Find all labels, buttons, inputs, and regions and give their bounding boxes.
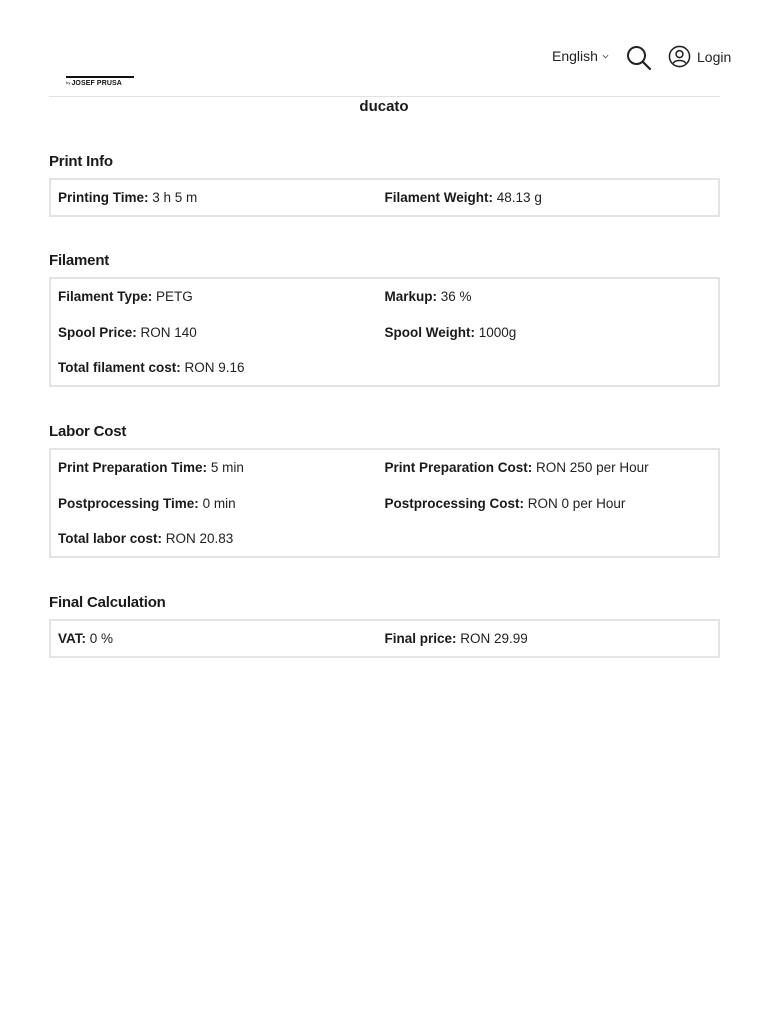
info-row [58,287,711,323]
section-final-calculation [49,594,720,658]
field-value: 3 h 5 m [152,190,198,205]
section-labor-cost [49,423,720,558]
info-field [58,531,391,546]
header-divider [49,96,720,97]
info-field [385,631,712,646]
info-row [58,458,711,494]
info-box [49,178,720,217]
section-title: Final Calculation [49,594,166,611]
site-header [0,0,768,97]
field-label: VAT: [58,631,86,646]
field-value: PETG [156,289,193,304]
info-row [58,188,711,205]
field-label: Postprocessing Cost: [384,495,525,511]
field-value: 5 min [210,460,244,475]
field-value: RON 9.16 [184,360,245,375]
info-field [58,460,385,475]
info-field [385,289,712,304]
section-title: Print Info [49,153,113,170]
field-label: Total filament cost: [58,360,181,375]
field-label: Spool Weight: [384,324,475,340]
field-value: RON 250 per Hour [536,460,649,475]
info-field [58,325,385,340]
field-label: Filament Weight: [384,190,494,205]
info-field [58,360,391,375]
field-value: RON 20.83 [165,531,234,546]
field-value: RON 0 per Hour [527,495,626,511]
logo-prefix: by [66,80,71,85]
info-field [58,289,385,304]
field-label: Filament Type: [58,289,153,304]
info-row [58,323,711,359]
info-row [58,529,711,546]
field-label: Postprocessing Time: [58,495,199,511]
info-field [385,325,712,340]
field-value: 48.13 g [496,190,542,205]
section-title: Filament [49,252,110,269]
field-label: Print Preparation Time: [58,460,208,475]
field-value: 1000g [478,324,517,340]
login-label: Login [697,48,732,65]
info-row [58,629,711,646]
info-row [58,358,711,375]
field-value: RON 140 [140,324,197,340]
info-box [49,619,720,658]
field-label: Markup: [384,289,438,304]
page-title: ducato [359,98,409,115]
field-value: RON 29.99 [460,631,528,646]
field-value: 0 % [89,631,114,646]
language-label: English [552,48,598,64]
info-box [49,448,720,558]
logo-text: JOSEF PRUSA [71,80,122,87]
search-icon[interactable] [626,45,652,71]
field-label: Print Preparation Cost: [384,460,533,475]
info-field [385,190,712,205]
info-field [385,496,712,511]
prusa-logo[interactable] [66,76,134,87]
user-icon [668,45,691,68]
field-value: 36 % [440,289,472,304]
info-row [58,494,711,530]
field-value: 0 min [202,495,236,511]
section-title: Labor Cost [49,423,127,440]
field-label: Total labor cost: [58,531,163,546]
info-field [58,496,385,511]
field-label: Final price: [384,631,457,646]
section-print-info [49,153,720,217]
language-selector[interactable] [552,48,609,64]
info-field [385,460,712,475]
info-field [58,631,385,646]
field-label: Spool Price: [58,324,137,340]
chevron-down-icon [602,53,609,60]
field-label: Printing Time: [58,190,149,205]
info-box [49,277,720,387]
info-field [58,190,385,205]
section-filament [49,252,720,387]
login-button[interactable] [668,45,731,68]
